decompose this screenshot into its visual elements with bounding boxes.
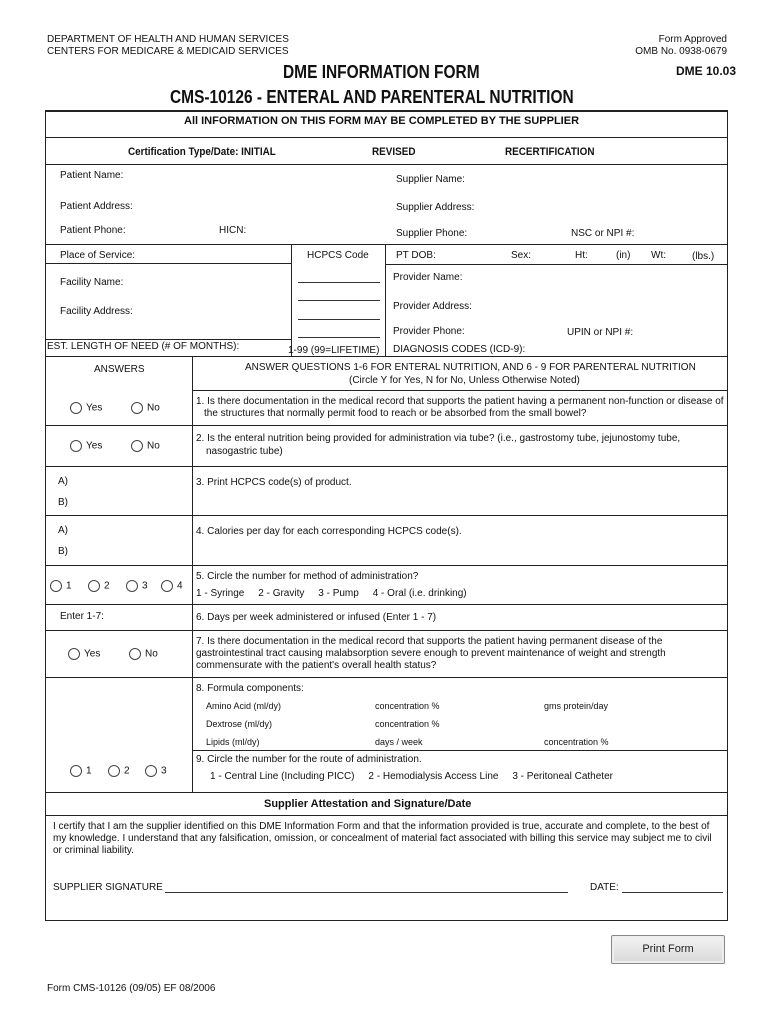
radio-icon xyxy=(131,402,143,414)
q5-option-2[interactable] xyxy=(88,580,110,592)
q6-enter-label[interactable]: Enter 1-7: xyxy=(60,611,104,622)
radio-icon xyxy=(70,402,82,414)
date-label: DATE: xyxy=(590,882,619,893)
q2-no-label: No xyxy=(147,440,160,452)
q9-option-3[interactable] xyxy=(145,765,167,777)
q9-option-2-label: 2 xyxy=(124,765,130,777)
hicn-label[interactable]: HICN: xyxy=(219,225,247,236)
radio-icon xyxy=(50,580,62,592)
question-2-line-2: nasogastric tube) xyxy=(206,446,283,457)
weight-unit: (lbs.) xyxy=(692,251,715,262)
question-5-line-2: 1 - Syringe 2 - Gravity 3 - Pump 4 - Oral (i.e. drinking) xyxy=(196,588,467,599)
radio-icon xyxy=(88,580,100,592)
radio-icon xyxy=(70,765,82,777)
q7-yes-label: Yes xyxy=(84,648,101,660)
question-7-line-1: 7. Is there documentation in the medical record that supports the patient having permanent disease of the xyxy=(196,636,663,647)
patient-phone-label[interactable]: Patient Phone: xyxy=(60,225,126,236)
q1-no-option[interactable] xyxy=(131,402,160,414)
q8-concentration-3[interactable]: concentration % xyxy=(544,737,609,747)
date-field[interactable] xyxy=(622,892,723,893)
upin-npi-label[interactable]: UPIN or NPI #: xyxy=(567,327,634,338)
q8-dextrose[interactable]: Dextrose (ml/dy) xyxy=(206,719,273,729)
q7-no-label: No xyxy=(145,648,158,660)
approval-line-1: Form Approved xyxy=(658,34,727,45)
question-7-line-3: commensurate with the patient's overall health status? xyxy=(196,660,437,671)
attestation-text-line-2: my knowledge. I understand that any falsification, omission, or concealment of material fact associated with billing this service may subject me to civil xyxy=(53,833,712,844)
form-title: DME INFORMATION FORM xyxy=(283,62,480,82)
question-6: 6. Days per week administered or infused (Enter 1 - 7) xyxy=(196,612,437,623)
q3-a-label[interactable]: A) xyxy=(58,476,68,487)
diagnosis-codes-label[interactable]: DIAGNOSIS CODES (ICD-9): xyxy=(393,344,526,355)
instructions-line-1: ANSWER QUESTIONS 1-6 FOR ENTERAL NUTRITION, AND 6 - 9 FOR PARENTERAL NUTRITION xyxy=(245,362,696,373)
q8-protein[interactable]: gms protein/day xyxy=(544,701,609,711)
nsc-npi-label[interactable]: NSC or NPI #: xyxy=(571,228,635,239)
q5-option-3-label: 3 xyxy=(142,580,148,592)
certification-revised[interactable]: REVISED xyxy=(372,146,416,158)
supplier-phone-label[interactable]: Supplier Phone: xyxy=(396,228,468,239)
radio-icon xyxy=(129,648,141,660)
est-length-label[interactable]: EST. LENGTH OF NEED (# OF MONTHS): xyxy=(47,341,240,352)
q5-option-3[interactable] xyxy=(126,580,148,592)
question-4: 4. Calories per day for each corresponding HCPCS code(s). xyxy=(196,526,462,537)
supplier-name-label[interactable]: Supplier Name: xyxy=(396,174,465,185)
q2-no-option[interactable] xyxy=(131,440,160,452)
certification-initial[interactable]: Certification Type/Date: INITIAL xyxy=(128,146,276,158)
q1-yes-label: Yes xyxy=(86,402,103,414)
omb-number: OMB No. 0938-0679 xyxy=(635,46,727,57)
q7-no-option[interactable] xyxy=(129,648,158,660)
q9-option-3-label: 3 xyxy=(161,765,167,777)
attestation-heading: Supplier Attestation and Signature/Date xyxy=(264,798,472,810)
question-9-line-1: 9. Circle the number for the route of administration. xyxy=(196,754,422,765)
q5-option-1[interactable] xyxy=(50,580,72,592)
patient-address-label[interactable]: Patient Address: xyxy=(60,201,133,212)
q8-amino-acid[interactable]: Amino Acid (ml/dy) xyxy=(206,701,282,711)
q8-concentration-1[interactable]: concentration % xyxy=(375,701,440,711)
q5-option-4-label: 4 xyxy=(177,580,183,592)
question-3: 3. Print HCPCS code(s) of product. xyxy=(196,477,352,488)
question-1-line-2: the structures that normally permit food to reach or be absorbed from the small bowel? xyxy=(204,408,587,419)
height-label[interactable]: Ht: xyxy=(575,250,588,261)
answers-header: ANSWERS xyxy=(94,364,145,375)
supplier-signature-label: SUPPLIER SIGNATURE xyxy=(53,882,163,893)
radio-icon xyxy=(126,580,138,592)
question-1-line-1: 1. Is there documentation in the medical record that supports the patient having a permanent non-function or disease of xyxy=(196,396,724,407)
height-unit: (in) xyxy=(616,250,631,261)
q8-concentration-2[interactable]: concentration % xyxy=(375,719,440,729)
instructions-line-2: (Circle Y for Yes, N for No, Unless Otherwise Noted) xyxy=(349,375,580,386)
patient-name-label[interactable]: Patient Name: xyxy=(60,170,124,181)
attestation-text-line-3: or criminal liability. xyxy=(53,845,134,856)
q2-yes-label: Yes xyxy=(86,440,103,452)
supplier-signature-field[interactable] xyxy=(165,892,568,893)
q9-option-1-label: 1 xyxy=(86,765,92,777)
q8-lipids[interactable]: Lipids (ml/dy) xyxy=(206,737,260,747)
radio-icon xyxy=(161,580,173,592)
q1-yes-option[interactable] xyxy=(70,402,102,414)
q9-option-2[interactable] xyxy=(108,765,130,777)
hcpcs-code-header: HCPCS Code xyxy=(307,250,369,261)
q1-no-label: No xyxy=(147,402,160,414)
facility-address-label[interactable]: Facility Address: xyxy=(60,306,133,317)
question-2-line-1: 2. Is the enteral nutrition being provided for administration via tube? (i.e., gastrostomy tube, jejunostomy tube, xyxy=(196,433,681,444)
radio-icon xyxy=(108,765,120,777)
q4-a-label[interactable]: A) xyxy=(58,525,68,536)
radio-icon xyxy=(145,765,157,777)
q2-yes-option[interactable] xyxy=(70,440,102,452)
provider-phone-label[interactable]: Provider Phone: xyxy=(393,326,465,337)
question-5-line-1: 5. Circle the number for method of administration? xyxy=(196,571,419,582)
q8-days-week[interactable]: days / week xyxy=(375,737,423,747)
agency-line-2: CENTERS FOR MEDICARE & MEDICAID SERVICES xyxy=(47,46,289,57)
q4-b-label[interactable]: B) xyxy=(58,546,68,557)
q5-option-1-label: 1 xyxy=(66,580,72,592)
certification-recertification[interactable]: RECERTIFICATION xyxy=(505,146,595,158)
q5-option-2-label: 2 xyxy=(104,580,110,592)
provider-name-label[interactable]: Provider Name: xyxy=(393,272,463,283)
q3-b-label[interactable]: B) xyxy=(58,497,68,508)
supplier-address-label[interactable]: Supplier Address: xyxy=(396,202,475,213)
question-8: 8. Formula components: xyxy=(196,683,304,694)
print-form-button[interactable]: Print Form xyxy=(611,935,725,964)
radio-icon xyxy=(131,440,143,452)
question-7-line-2: gastrointestinal tract causing malabsorption severe enough to prevent maintenance of weight and strength xyxy=(196,648,666,659)
pt-dob-label[interactable]: PT DOB: xyxy=(396,250,436,261)
dme-code: DME 10.03 xyxy=(676,64,737,78)
radio-icon xyxy=(68,648,80,660)
weight-label[interactable]: Wt: xyxy=(651,250,666,261)
agency-line-1: DEPARTMENT OF HEALTH AND HUMAN SERVICES xyxy=(47,34,289,45)
sex-label[interactable]: Sex: xyxy=(511,250,532,261)
provider-address-label[interactable]: Provider Address: xyxy=(393,301,472,312)
q9-option-1[interactable] xyxy=(70,765,92,777)
attestation-text-line-1: I certify that I am the supplier identified on this DME Information Form and that the information provided is true, accurate and complete, to the best of xyxy=(53,821,710,832)
q7-yes-option[interactable] xyxy=(68,648,100,660)
facility-name-label[interactable]: Facility Name: xyxy=(60,277,124,288)
place-of-service-label[interactable]: Place of Service: xyxy=(60,250,136,261)
completion-note: All INFORMATION ON THIS FORM MAY BE COMPLETED BY THE SUPPLIER xyxy=(184,115,580,127)
form-subtitle: CMS-10126 - ENTERAL AND PARENTERAL NUTRITION xyxy=(170,87,574,107)
form-footer: Form CMS-10126 (09/05) EF 08/2006 xyxy=(47,983,216,994)
length-range: 1-99 (99=LIFETIME) xyxy=(288,345,380,356)
question-9-line-2: 1 - Central Line (Including PICC) 2 - Hemodialysis Access Line 3 - Peritoneal Catheter xyxy=(210,771,613,782)
radio-icon xyxy=(70,440,82,452)
q5-option-4[interactable] xyxy=(161,580,183,592)
